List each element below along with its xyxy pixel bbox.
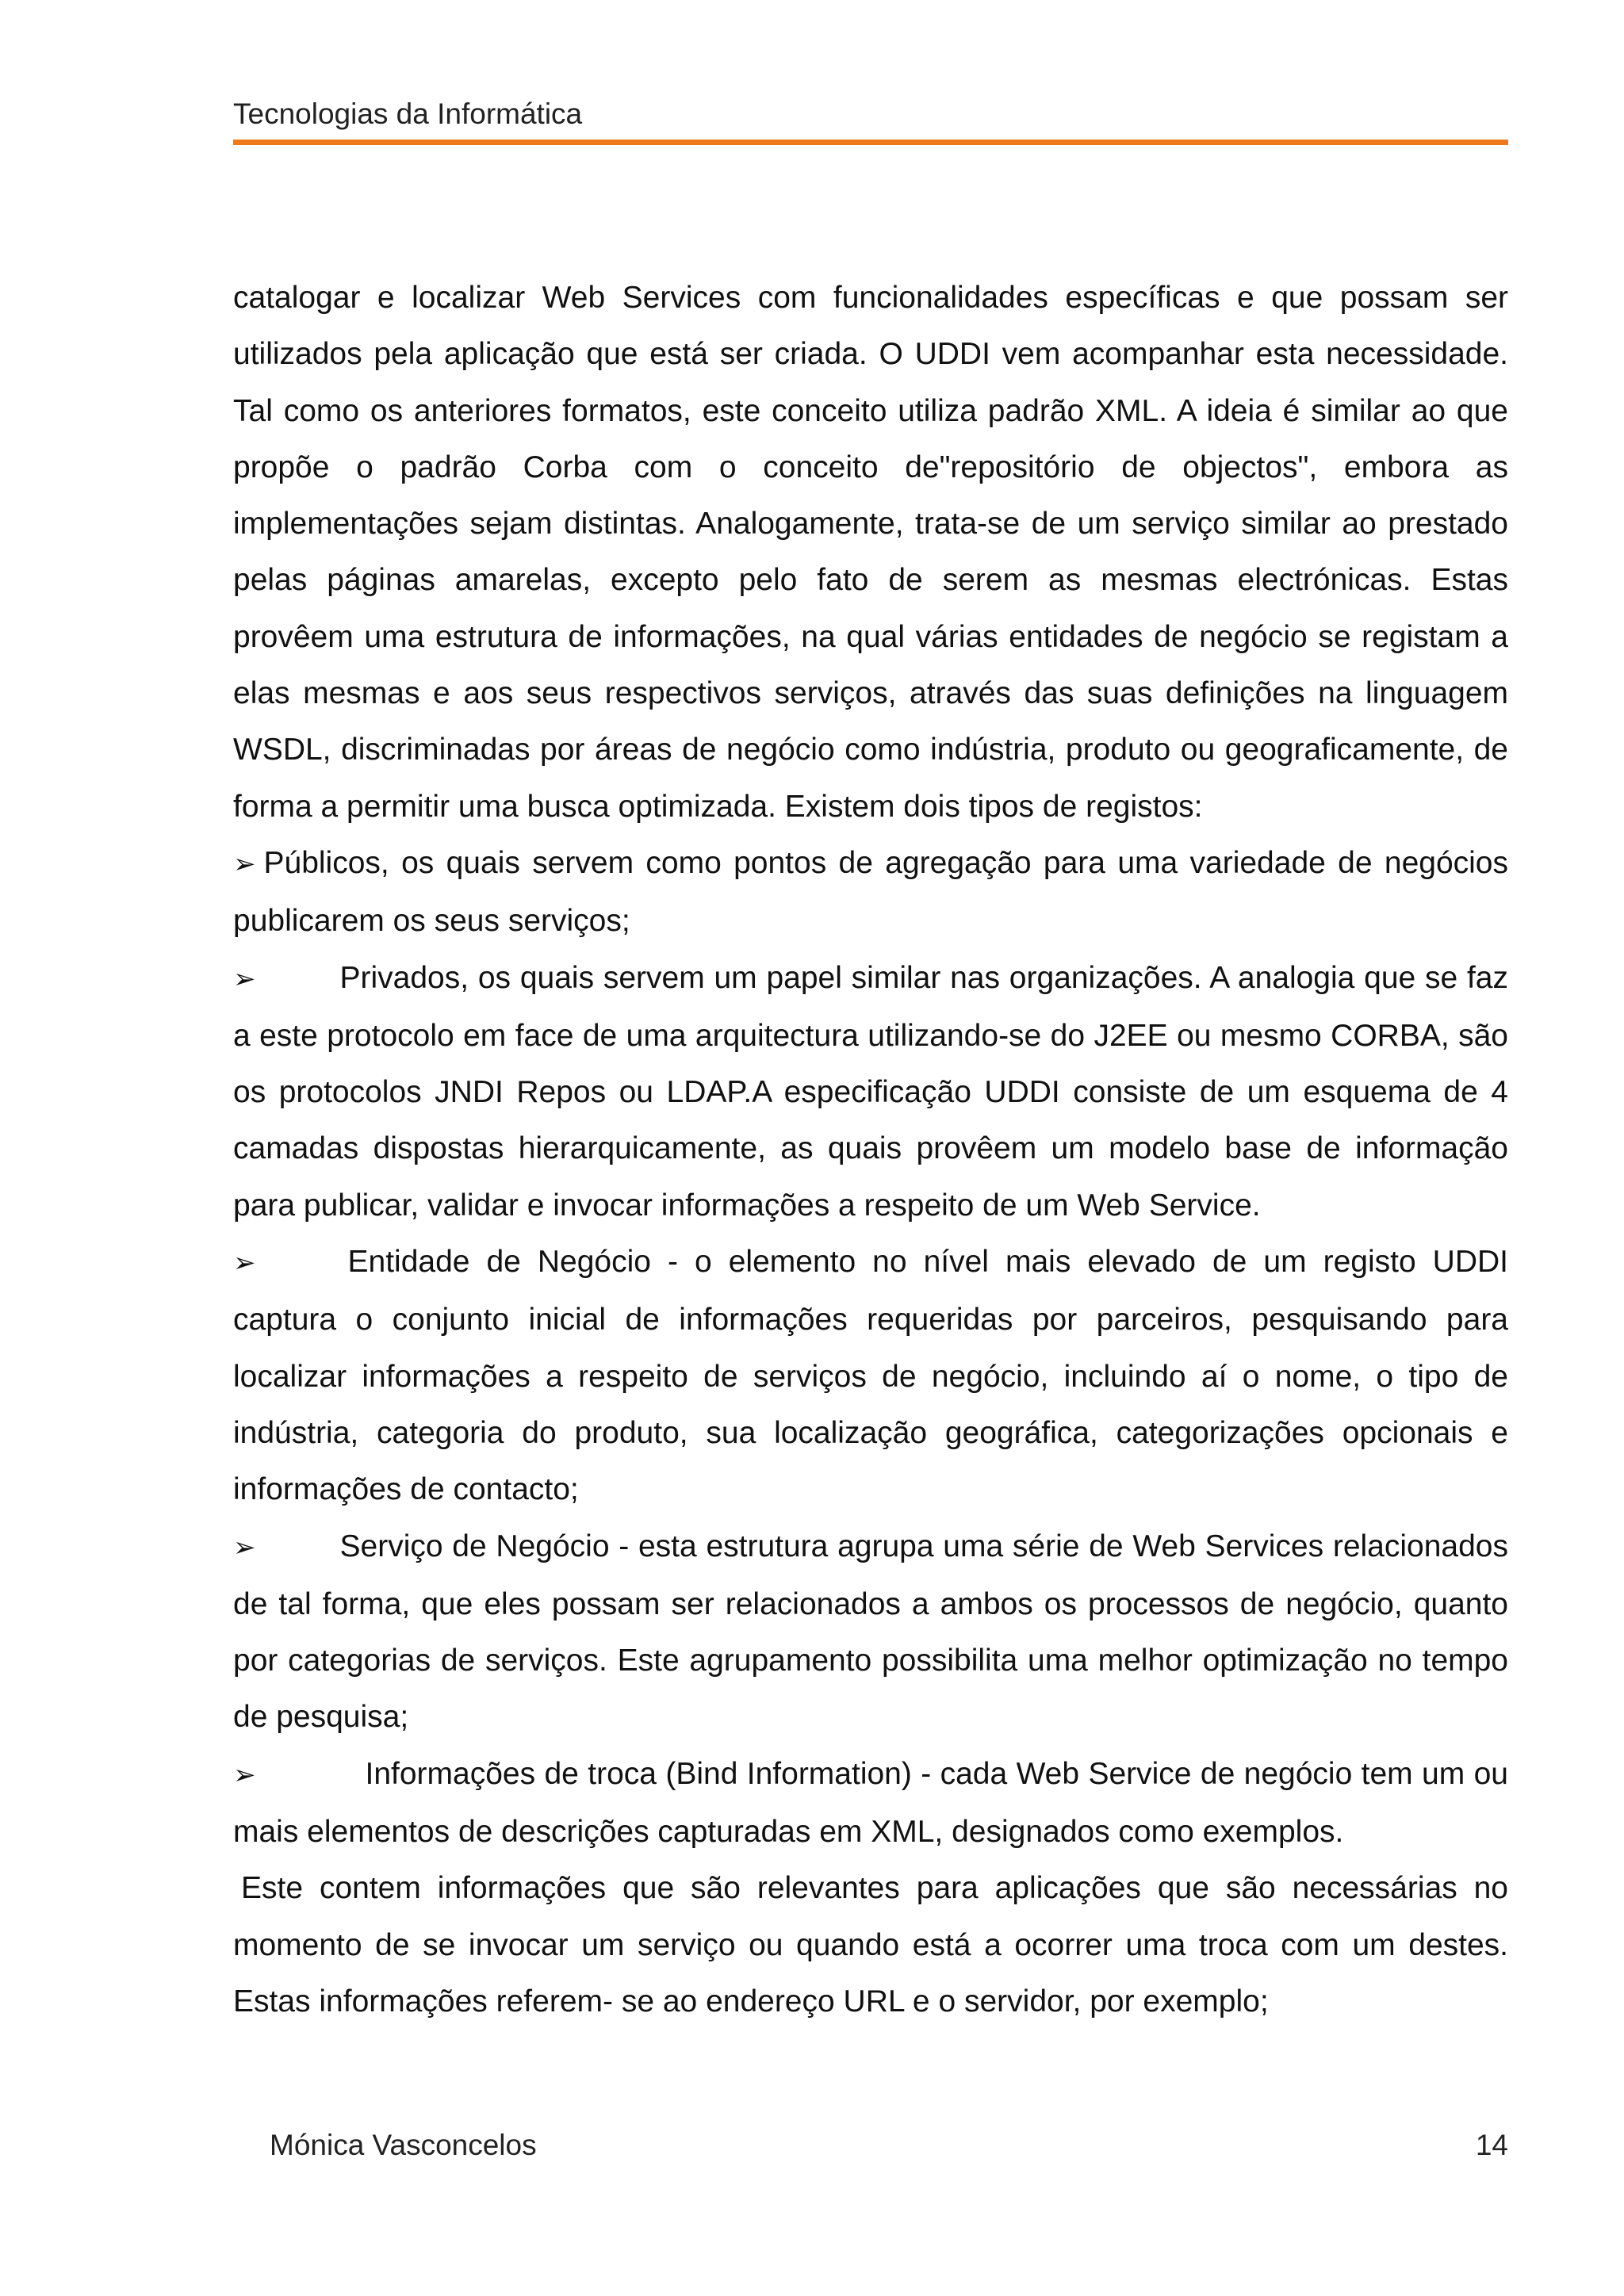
bullet-text: Públicos, os quais servem como pontos de agregação para uma variedade de negócios publicarem os seus serviços;	[233, 845, 1508, 939]
arrow-bullet-icon: ➢	[233, 962, 256, 995]
document-body	[233, 270, 1508, 2030]
arrow-bullet-icon: ➢	[233, 848, 256, 880]
arrow-bullet-icon: ➢	[233, 1758, 256, 1791]
bullet-text: Informações de troca (Bind Information) - cada Web Service de negócio tem um ou mais elementos de descrições capturadas em XML, designados como exemplos.	[233, 1756, 1508, 1850]
bullet-item-entidade-negocio	[233, 1234, 1508, 1517]
bullet-item-privados	[233, 950, 1508, 1234]
bullet-item-servico-negocio	[233, 1518, 1508, 1746]
intro-paragraph: catalogar e localizar Web Services com funcionalidades específicas e que possam ser utilizados pela aplicação que está ser criada. O UDDI vem acompanhar esta necessidade. Tal como os anteriores formatos, este conceito utiliza padrão XML. A ideia é similar ao que propõe o padrão Corba com o conceito de"repositório de objectos", embora as implementações sejam distintas. Analogamente, trata-se de um serviço similar ao prestado pelas páginas amarelas, excepto pelo fato de serem as mesmas electrónicas. Estas provêem uma estrutura de informações, na qual várias entidades de negócio se registam a elas mesmas e aos seus respectivos serviços, através das suas definições na linguagem WSDL, discriminadas por áreas de negócio como indústria, produto ou geograficamente, de forma a permitir uma busca optimizada. Existem dois tipos de registos:	[233, 281, 1508, 824]
page-header-title: Tecnologias da Informática	[233, 98, 583, 130]
header-divider	[233, 140, 1508, 145]
page-number: 14	[1475, 2129, 1508, 2161]
bullet-text: Privados, os quais servem um papel similar nas organizações. A analogia que se faz a este protocolo em face de uma arquitectura utilizando-se do J2EE ou mesmo CORBA, são os protocolos JNDI Repos ou LDAP.A especificação UDDI consiste de um esquema de 4 camadas dispostas hierarquicamente, as quais provêem um modelo base de informação para publicar, validar e invocar informações a respeito de um Web Service.	[233, 960, 1508, 1223]
arrow-bullet-icon: ➢	[233, 1531, 256, 1563]
bullet-text: Serviço de Negócio - esta estrutura agrupa uma série de Web Services relacionados de tal forma, que eles possam ser relacionados a ambos os processos de negócio, quanto por categorias de serviços. Este agrupamento possibilita uma melhor optimização no tempo de pesquisa;	[233, 1529, 1508, 1735]
closing-text: Este contem informações que são relevantes para aplicações que são necessárias no momento de se invocar um serviço ou quando está a ocorrer uma troca com um destes. Estas informações referem- se ao endereço URL e o servidor, por exemplo;	[233, 1871, 1508, 2019]
bullet-item-publicos	[233, 835, 1508, 950]
bullet-item-informacoes-troca	[233, 1746, 1508, 1861]
closing-paragraph	[233, 1860, 1508, 2030]
arrow-bullet-icon: ➢	[233, 1247, 256, 1280]
footer-author: Mónica Vasconcelos	[270, 2129, 537, 2161]
bullet-text: Entidade de Negócio - o elemento no nível mais elevado de um registo UDDI captura o conjunto inicial de informações requeridas por parceiros, pesquisando para localizar informações a respeito de serviços de negócio, incluindo aí o nome, o tipo de indústria, categoria do produto, sua localização geográfica, categorizações opcionais e informações de contacto;	[233, 1245, 1508, 1507]
